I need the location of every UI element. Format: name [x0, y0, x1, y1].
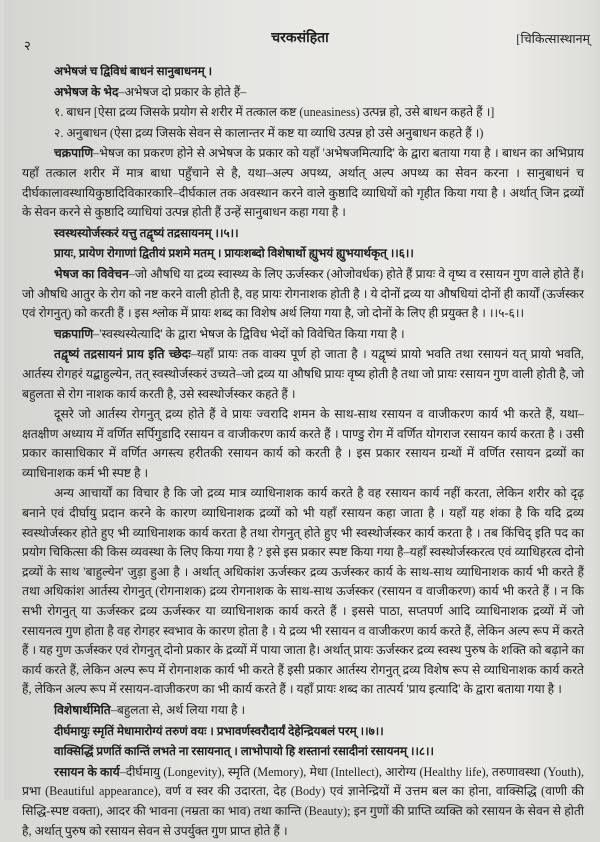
verse: वाक्सिद्धिं प्रणतिं कान्तिं लभते ना रसायनात् । लाभोपायो हि शस्तानां रसादीनां रसायनम् ।।८।।	[54, 744, 435, 759]
book-page	[4, 0, 596, 838]
paragraph: विशेषार्थमिति–बहुलता से, अर्थ लिया गया है ।	[54, 703, 246, 717]
page-body	[22, 62, 584, 842]
paragraph: अन्य आचार्यों का विचार है कि जो द्रव्य मात्र व्याधिनाशक कार्य करते है वह रसायन कार्य नहीं करता, लेकिन शरीर को दृढ़ बनाने एवं दीर्घायु प्रदान करने के कारण व्याधिनाशक द्रव्यों को भी यहाँ रसायन कहा जाता है । यहाँ यह शंका है कि यदि द्रव्य स्वस्थोर्जस्कर होते हुए भी व्याधिनाशक कार्य करता है तथा रोगनुत् होते हुए भी स्वस्थोर्जस्कर कार्य करता है । तब किंचिद् इति पद का प्रयोग चिकित्सा की किस व्यवस्था के लिए किया गया है ? इसे इस प्रकार स्पष्ट किया गया है–यहाँ स्वस्थोर्जस्करत्व एवं व्याधिहरत्व दोनो द्रव्यों के साथ 'बाहुल्येन' जुड़ा हुआ है । अर्थात् अधिकांश ऊर्जस्कर द्रव्य ऊर्जस्कर कार्य के साथ-साथ व्याधिनाशक कार्य भी करते हैं तथा अधिकांश आर्तस्य रोगनुत् (रोगनाशक) द्रव्य रोगनाशक के साथ-साथ ऊर्जस्कर (रसायन व वाजीकरण) कार्य भी करते हैं । न कि सभी रोगनुत् या ऊर्जस्कर द्रव्य ऊर्जस्कर या व्याधिनाशक कार्य करते हैं । इससे पाठा, सप्तपर्ण आदि व्याधिनाशक द्रव्यों में जो रसायनत्व गुण होता है वह रोगहर स्वभाव के कारण होता है । ये द्रव्य भी रसायन व वाजीकरण कार्य करते हैं, लेकिन अल्प रूप में करते हैं । यह गुण ऊर्जस्कर एवं रोगनुत् दोनो प्रकार के द्रव्यों में पाया जाता है। अर्थात् प्रायः ऊर्जस्कर द्रव्य स्वस्थ पुरुष के शक्ति को बढ़ाने का कार्य करते हैं, लेकिन अल्प रूप में रोगनाशक कार्य भी करते हैं इसी प्रकार आर्तस्य रोगनुत् द्रव्य विशेष रूप से व्याधिनाशक कार्य करते हैं, लेकिन अल्प रूप में रसायन-वाजीकरण का भी कार्य करते हैं । यहाँ प्रायः शब्द का तात्पर्य 'प्राय इत्यादि' के द्वारा बताया गया है ।	[22, 486, 584, 697]
paragraph: चक्रपाणि–'स्वस्थस्येत्यादि' के द्वारा भेषज के द्विविध भेदों को विवेचित किया गया है ।	[54, 326, 405, 341]
paragraph: तद्वृष्यं तद्रसायनं प्राय इति च्छेदः–यहाँ प्रायः तक वाक्य पूर्ण हो जाता है । यद्वृष्यं प्रायो भवति तथा रसायनं यत् प्रायो भवति, आर्तस्य रोगहरं यद्बाहुल्येन, तत् स्वस्थोर्जस्करं उच्यते–जो द्रव्य या औषधि प्रायः वृष्य होती है तथा जो प्रायः रसायन गुण वाली होती है, जो बहुलता से रोग नाशक कार्य करती है, उसे स्वस्थोर्जस्कर कहते हैं ।	[22, 347, 584, 401]
paragraph: दूसरे जो आर्तस्य रोगनुत् द्रव्य होते हैं वे प्रायः ज्वरादि शमन के साथ-साथ रसायन व वाजीकरण कार्य भी करते हैं, यथा–क्षतक्षीण अध्याय में वर्णित सर्पिगुडादि रसायन व वाजीकरण कार्य करते हैं । पाण्डु रोग में वर्णित योगराज रसायन कार्य करता है । उसी प्रकार कासाधिकार में वर्णित अगस्त्य हरीतकी रसायन कार्य को करती है । इस प्रकार रसायन ग्रन्थों में वर्णित रसायन द्रव्यों का व्याधिनाशक कर्म भी स्पष्ट है ।	[22, 407, 584, 480]
verse: अभेषजं च द्विविधं बाधनं सानुबाधनम् ।	[54, 64, 213, 78]
section-name: [चिकित्सास्थानम्	[516, 32, 590, 46]
list-item: १. बाधन [ऐसा द्रव्य जिसके प्रयोग से शरीर में तत्काल कष्ट (uneasiness) उत्पन्न हो, उसे बाधन कहते हैं ।]	[54, 105, 495, 120]
page-number: २	[24, 38, 31, 53]
verse: दीर्घमायुः स्मृतिं मेधामारोग्यं तरुणं वयः । प्रभावर्णस्वरौदार्यं देहेन्द्रियबलं परम् ।।७।।	[54, 723, 384, 738]
verse: स्वस्थस्योर्जस्करं यत्तु तद्वृष्यं तद्रसायनम् ।।५।।	[54, 225, 239, 240]
running-title: चरकसंहिता	[271, 31, 329, 46]
list-item: २. अनुबाधन (ऐसा द्रव्य जिसके सेवन से कालान्तर में कष्ट या व्याधि उत्पन्न हो उसे अनुबाधन कहते हैं ।)	[54, 125, 484, 140]
verse: प्रायः, प्रायेण रोगाणां द्वितीयं प्रशमे मतम् । प्रायःशब्दो विशेषार्थो ह्युभयं ह्युभयार्थकृत् ।।६।।	[54, 246, 414, 261]
paragraph: अभेषज के भेद–अभेषज दो प्रकार के होते हैं–	[54, 84, 247, 99]
paragraph: रसायन के कार्य–दीर्घमायु (Longevity), स्मृति (Memory), मेधा (Intellect), आरोग्य (Healthy life), तरुणावस्था (Youth), प्रभा (Beautiful appearance), वर्ण व स्वर की उदारता, देह (Body) एवं ज्ञानेन्द्रियों में उत्तम बल का होना, वाक्सिद्धि (वाणी की सिद्धि-स्पष्ट वक्ता), आदर की भावना (नम्रता का भाव) तथा कान्ति (Beauty); इन गुणों की प्राप्ति व्यक्ति को रसायन के सेवन से होती है, अर्थात् पुरुष को रसायन सेवन से उपर्युक्त गुण प्राप्त होते हैं ।	[22, 764, 584, 838]
paragraph: भेषज का विवेचन–जो औषधि या द्रव्य स्वास्थ्य के लिए ऊर्जस्कर (ओजोवर्धक) होते हैं प्रायः वे वृष्य व रसायन गुण वाले होते हैं। जो औषधि आतुर के रोग को नष्ट करने वाली होती है, वह प्रायः रोगनाशक होती है । ये दोनों द्रव्य या औषधियां दोनों ही कार्यों (ऊर्जस्कर एवं रोगनुत्) को करती हैं । इस श्लोक में प्रायः शब्द का विशेष अर्थ लिया गया है, जो दोनों के लिए ही प्रयुक्त है । ।।५-६।।	[22, 266, 584, 321]
paragraph: चक्रपाणि–भेषज का प्रकरण होने से अभेषज के प्रकार को यहाँ 'अभेषजमित्यादि' के द्वारा बताया गया है । बाधन का अभिप्राय यहाँ तत्काल शरीर में मात्र बाधा पहुँचाने से है, यथा–अल्प अपथ्य, अर्थात् अल्प अपथ्य का सेवन करना । सानुबाधनं च दीर्घकालावस्थायिकुष्ठादिविकारकारि–दीर्घकाल तक अवस्थान करने वाले कुष्ठादि व्याधियों को गृहीत किया गया है । अर्थात् जिन द्रव्यों के सेवन करने से कुष्ठादि व्याधियां उत्पन्न होती हैं उन्हें सानुबाधन कहा गया है ।	[22, 146, 584, 220]
